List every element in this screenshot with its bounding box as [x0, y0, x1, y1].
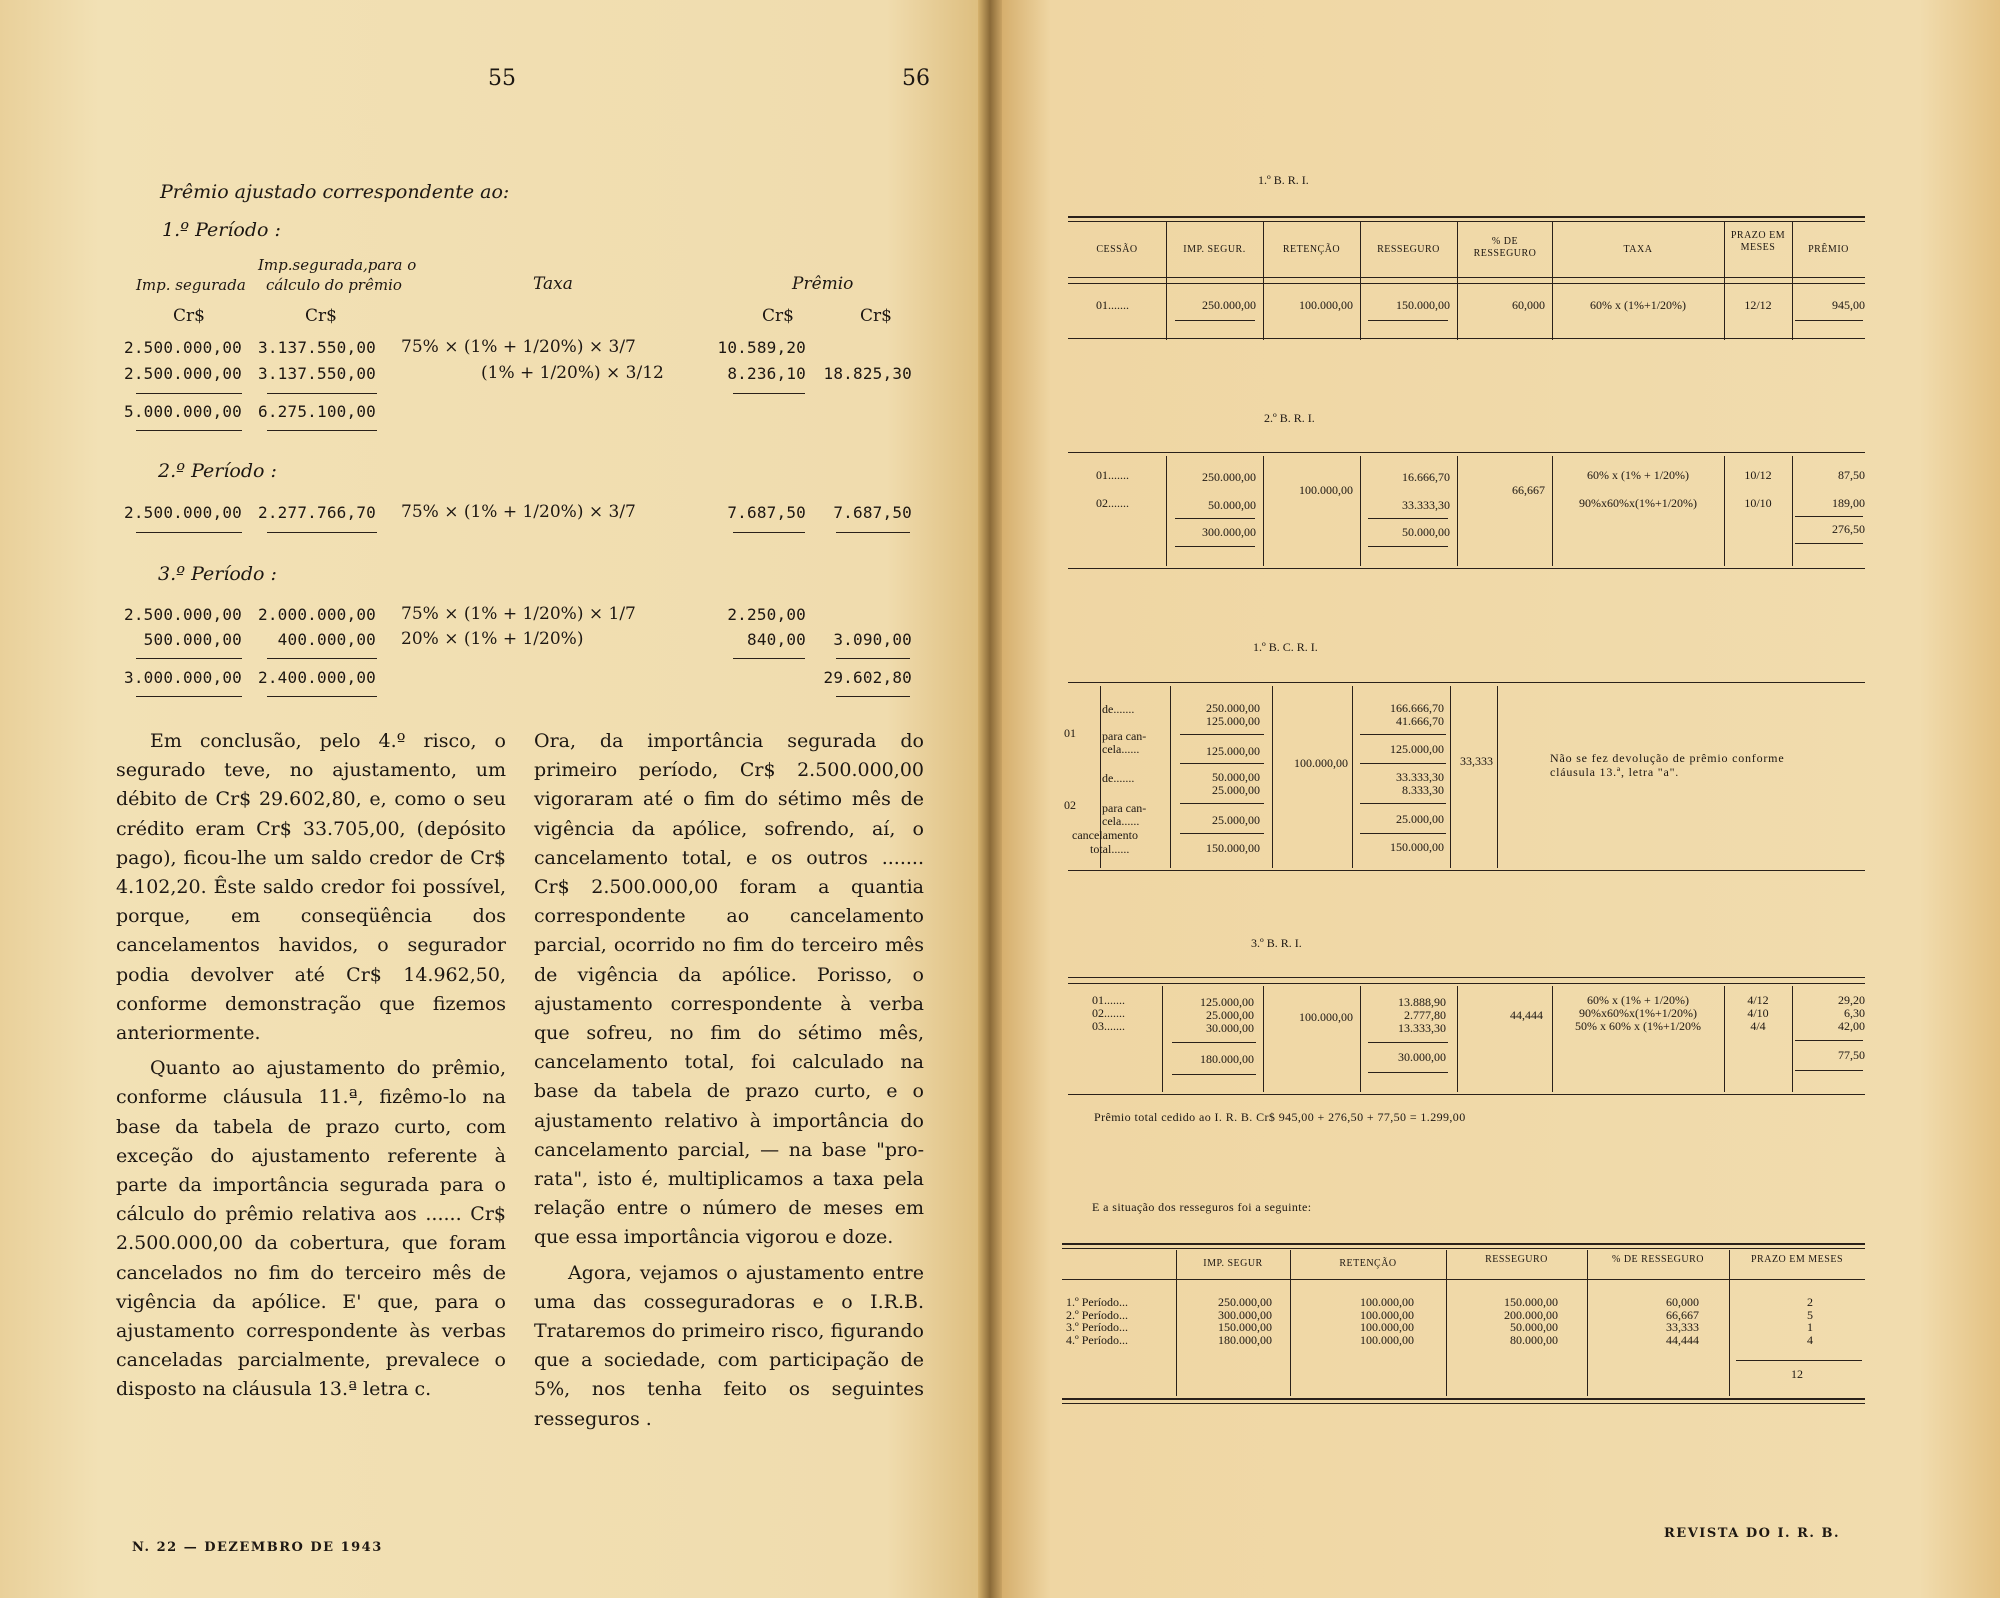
t3-label: de....... — [1102, 702, 1135, 716]
p3-val-2: 840,00 — [747, 630, 806, 649]
footer-revista: REVISTA DO I. R. B. — [1664, 1526, 1840, 1541]
t2-imp-1: 250.000,00 — [1202, 470, 1256, 484]
p1-imp-2: 2.500.000,00 — [124, 364, 242, 383]
sum-rule — [1175, 518, 1255, 519]
p1-sum-calc: 6.275.100,00 — [258, 402, 376, 421]
period1-label: 1.º Período : — [162, 219, 281, 241]
t5-cell: 300.000,00 — [1218, 1307, 1272, 1322]
col-header-premio: PRÊMIO — [1808, 244, 1849, 255]
t3-label: cancelamento — [1072, 828, 1138, 842]
t1-premio: 945,00 — [1832, 298, 1865, 312]
t5-cell: 100.000,00 — [1360, 1332, 1414, 1347]
col-rule — [1360, 222, 1361, 340]
t3-cessao-1: 01 — [1064, 726, 1076, 740]
currency-label: Cr$ — [305, 306, 337, 326]
currency-label: Cr$ — [860, 306, 892, 326]
t5-header: IMP. SEGUR — [1203, 1258, 1263, 1269]
t3-pct: 33,333 — [1460, 754, 1493, 768]
t1-prazo: 12/12 — [1744, 298, 1772, 312]
t5-cell: 33,333 — [1666, 1320, 1699, 1334]
sum-rule — [1368, 518, 1448, 519]
table-rule — [1062, 1398, 1865, 1404]
t4-sum-imp: 180.000,00 — [1200, 1052, 1254, 1066]
p2-val: 7.687,50 — [727, 503, 806, 522]
p3-taxa-1: 75% × (1% + 1/20%) × 1/7 — [401, 604, 636, 624]
sum-rule — [1368, 546, 1448, 547]
book-gutter — [978, 0, 1002, 1598]
sum-rule — [1172, 1074, 1256, 1075]
currency-label: Cr$ — [762, 306, 794, 326]
t3-cessao-2: 02 — [1064, 798, 1076, 812]
t4-res: 13.888,90 — [1398, 995, 1446, 1009]
p1-total: 18.825,30 — [823, 364, 912, 383]
t4-prazo: 4/4 — [1750, 1019, 1766, 1033]
period3-label: 3.º Período : — [158, 563, 277, 585]
t1-cessao: 01....... — [1096, 298, 1129, 312]
page-number-right: 56 — [902, 66, 930, 91]
sum-rule — [733, 532, 805, 533]
p3-imp-2: 500.000,00 — [143, 630, 242, 649]
sum-rule — [136, 430, 242, 431]
t2-prazo-1: 10/12 — [1744, 468, 1772, 482]
t5-cell: 250.000,00 — [1218, 1295, 1272, 1309]
t4-imp: 25.000,00 — [1206, 1008, 1254, 1022]
p1-imp-1: 2.500.000,00 — [124, 338, 242, 357]
t3-res: 125.000,00 — [1390, 742, 1444, 756]
col-rule — [1552, 222, 1553, 340]
sum-rule — [1180, 734, 1264, 735]
col-header-taxa: TAXA — [1623, 244, 1653, 255]
t3-label: cela...... — [1102, 814, 1140, 828]
t5-cell: 2 — [1807, 1295, 1813, 1309]
p3-sum-imp: 3.000.000,00 — [124, 668, 242, 687]
paragraph: Ora, da importância segurada do primeiro período, Cr$ 2.500.000,00 vigoraram até o fim do sétimo mês de vigência da apólice, sofrendo, aí, o cancelamento total, e os outros ....... Cr$ 2.500.000,00 foram a quantia correspondente ao cancelamento parcial, ocorrido no fim do terceiro mês de vigência da apólice. Porisso, o ajustamento correspondente à verba que sofreu, no fim do sétimo mês, cancelamento total, foi calculado na base da tabela de prazo curto, e o ajustamento relativo à importância do cancelamento parcial, — na base "pro-rata", isto é, multiplicamos a taxa pela relação entre o número de meses em que essa importância vigorou e doze. — [534, 730, 924, 1249]
sum-rule — [733, 658, 805, 659]
col-rule — [1263, 986, 1264, 1092]
col-header-prazo: PRAZO EM MESES — [1730, 230, 1786, 253]
t5-header: % DE RESSEGURO — [1611, 1254, 1704, 1265]
table-rule — [1068, 277, 1865, 278]
t5-header: PRAZO EM MESES — [1750, 1254, 1843, 1265]
col-rule — [1272, 686, 1273, 868]
t3-imp: 25.000,00 — [1212, 813, 1260, 827]
sum-rule — [733, 393, 805, 394]
t4-imp: 30.000,00 — [1206, 1021, 1254, 1035]
t2-taxa-2: 90%x60%x(1%+1/20%) — [1578, 496, 1698, 510]
t5-cell: 4.º Período... — [1066, 1332, 1129, 1347]
col-header-resseguro: RESSEGURO — [1377, 244, 1440, 255]
table3-title: 1.º B. C. R. I. — [1253, 640, 1318, 654]
t5-cell: 200.000,00 — [1504, 1307, 1558, 1322]
sum-rule — [1795, 543, 1863, 544]
t2-sum-pr: 276,50 — [1832, 522, 1865, 536]
sum-rule — [1180, 763, 1264, 764]
sum-rule — [267, 696, 377, 697]
table-rule — [1068, 870, 1865, 871]
t3-label: para can- — [1102, 729, 1147, 743]
t5-cell: 44,444 — [1666, 1332, 1699, 1347]
t4-prazo: 4/12 — [1747, 993, 1769, 1007]
t5-cell: 66,667 — [1666, 1307, 1699, 1322]
period2-label: 2.º Período : — [158, 460, 277, 482]
paragraph: Em conclusão, pelo 4.º risco, o segurado teve, no ajustamento, um débito de Cr$ 29.602,80, e, como o seu crédito eram Cr$ 33.705,00, (depósito pago), ficou-lhe um saldo credor de Cr$ 4.102,20. Êste saldo credor foi possível, porque, em conseqüência dos cancelamentos havidos, o segurador podia devolver até Cr$ 14.962,50, conforme demonstração que fizemos anteriormente. — [116, 730, 506, 1045]
t2-cessao-2: 02....... — [1096, 496, 1129, 510]
sum-rule — [1368, 1072, 1448, 1073]
p3-imp-1: 2.500.000,00 — [124, 605, 242, 624]
table-rule — [1068, 682, 1865, 683]
t5-header: RETENÇÃO — [1339, 1258, 1397, 1269]
p3-taxa-2: 20% × (1% + 1/20%) — [401, 629, 584, 649]
t3-imp: 25.000,00 — [1212, 783, 1260, 797]
t3-label: para can- — [1102, 801, 1147, 815]
t2-sum-imp: 300.000,00 — [1202, 525, 1256, 539]
col-rule — [1166, 222, 1167, 340]
sum-rule — [1175, 546, 1255, 547]
t5-cell: 1.º Período... — [1066, 1295, 1129, 1309]
p3-sum-calc: 2.400.000,00 — [258, 668, 376, 687]
t3-imp: 50.000,00 — [1212, 770, 1260, 784]
t3-imp: 150.000,00 — [1206, 841, 1260, 855]
t2-pct: 66,667 — [1512, 483, 1545, 497]
t1-pct: 60,000 — [1512, 298, 1545, 312]
t3-res: 33.333,30 — [1396, 770, 1444, 784]
table-rule — [1068, 977, 1865, 978]
p3-calc-1: 2.000.000,00 — [258, 605, 376, 624]
sum-rule — [1360, 833, 1446, 834]
paragraph: Agora, vejamos o ajustamento entre uma das cosseguradoras e o I.R.B. Trataremos do primeiro risco, figurando que a sociedade, com participação de 5%, nos tenha feito os seguintes resseguros . — [534, 1261, 924, 1430]
t2-cessao-1: 01....... — [1096, 468, 1129, 482]
p2-calc: 2.277.766,70 — [258, 503, 376, 522]
t2-sum-res: 50.000,00 — [1402, 525, 1450, 539]
t5-cell: 150.000,00 — [1218, 1320, 1272, 1334]
t3-note: cláusula 13.ª, letra "a". — [1550, 765, 1680, 779]
t2-pr-1: 87,50 — [1838, 468, 1865, 482]
t1-imp: 250.000,00 — [1202, 298, 1256, 312]
t3-label: cela...... — [1102, 742, 1140, 756]
col-header-retencao: RETENÇÃO — [1282, 244, 1341, 255]
t5-cell: 50.000,00 — [1510, 1320, 1558, 1334]
sum-rule — [267, 393, 377, 394]
t5-cell: 5 — [1807, 1307, 1813, 1322]
t4-taxa: 90%x60%x(1%+1/20%) — [1578, 1006, 1698, 1020]
t3-res: 8.333,30 — [1402, 783, 1444, 797]
table-rule — [1068, 983, 1865, 984]
sum-rule — [1368, 320, 1448, 321]
sum-rule — [1172, 1042, 1256, 1043]
sum-rule — [1360, 734, 1446, 735]
col-rule — [1724, 222, 1725, 340]
t2-taxa-1: 60% x (1% + 1/20%) — [1586, 468, 1690, 482]
t5-cell: 100.000,00 — [1360, 1320, 1414, 1334]
sum-rule — [1795, 320, 1863, 321]
t1-ret: 100.000,00 — [1299, 298, 1353, 312]
t3-imp: 125.000,00 — [1206, 744, 1260, 758]
sum-rule — [1360, 803, 1446, 804]
p2-taxa: 75% × (1% + 1/20%) × 3/7 — [401, 502, 636, 522]
t5-cell: 60,000 — [1666, 1295, 1699, 1309]
p1-calc-1: 3.137.550,00 — [258, 338, 376, 357]
t4-prazo: 4/10 — [1747, 1006, 1769, 1020]
col-rule — [1263, 222, 1264, 340]
p1-calc-2: 3.137.550,00 — [258, 364, 376, 383]
col-rule — [1792, 222, 1793, 340]
table4-title: 3.º B. R. I. — [1251, 936, 1302, 950]
t3-imp: 250.000,00 — [1206, 701, 1260, 715]
sum-rule — [136, 393, 242, 394]
sum-rule — [136, 532, 242, 533]
t4-cessao: 03....... — [1092, 1019, 1125, 1033]
col-imp-header: Imp. segurada — [136, 276, 246, 294]
t3-ret: 100.000,00 — [1294, 756, 1348, 770]
t1-taxa: 60% x (1%+1/20%) — [1589, 298, 1687, 312]
sum-rule — [136, 658, 242, 659]
t5-total-prazo: 12 — [1791, 1367, 1803, 1381]
p1-val-1: 10.589,20 — [717, 338, 806, 357]
col-header-cessao: CESSÃO — [1096, 244, 1138, 255]
t4-cessao: 02....... — [1092, 1006, 1125, 1020]
p3-calc-2: 400.000,00 — [277, 630, 376, 649]
sum-rule — [836, 696, 910, 697]
t3-note: Não se fez devolução de prêmio conforme — [1550, 751, 1785, 765]
t2-prazo-2: 10/10 — [1744, 496, 1772, 510]
table-rule — [1068, 338, 1865, 339]
sum-rule — [1360, 763, 1446, 764]
col-rule — [1457, 222, 1458, 340]
t4-pr: 42,00 — [1838, 1019, 1865, 1033]
t2-res-1: 16.666,70 — [1402, 470, 1450, 484]
p2-imp: 2.500.000,00 — [124, 503, 242, 522]
p1-sum-imp: 5.000.000,00 — [124, 402, 242, 421]
table1-title: 1.º B. R. I. — [1258, 173, 1309, 187]
table-rule — [1068, 1094, 1865, 1095]
footer-issue: N. 22 — DEZEMBRO DE 1943 — [132, 1540, 383, 1555]
t4-taxa: 50% x 60% x (1%+1/20% — [1574, 1019, 1702, 1033]
t3-res: 25.000,00 — [1396, 812, 1444, 826]
t5-cell: 2.º Período... — [1066, 1307, 1129, 1322]
text-column-2 — [534, 727, 924, 1434]
paragraph: Quanto ao ajustamento do prêmio, conforme cláusula 11.ª, fizêmo-lo na base da tabela de prazo curto, com exceção do ajustamento referente à parte da importância segurada para o cálculo do prêmio relativa aos ...... Cr$ 2.500.000,00 da cobertura, que foram cancelados no fim do terceiro mês de vigência da apólice. E' que, para o ajustamento correspondente às verbas canceladas parcialmente, prevalece o disposto na cláusula 13.ª letra c. — [116, 1057, 506, 1401]
table2-title: 2.º B. R. I. — [1264, 411, 1315, 425]
text-column-1 — [116, 727, 506, 1405]
situation-line: E a situação dos resseguros foi a seguinte: — [1092, 1200, 1312, 1214]
t5-cell: 180.000,00 — [1218, 1332, 1272, 1347]
t5-cell: 100.000,00 — [1360, 1307, 1414, 1322]
p1-taxa-2: (1% + 1/20%) × 3/12 — [481, 363, 664, 383]
p3-val-1: 2.250,00 — [727, 605, 806, 624]
t4-taxa: 60% x (1% + 1/20%) — [1586, 993, 1690, 1007]
t2-imp-2: 50.000,00 — [1208, 498, 1256, 512]
t3-imp: 125.000,00 — [1206, 714, 1260, 728]
sum-rule — [836, 658, 910, 659]
t5-cell: 3.º Período... — [1066, 1320, 1129, 1334]
col-rule — [1457, 986, 1458, 1092]
table-rule — [1068, 283, 1865, 284]
t4-imp: 125.000,00 — [1200, 995, 1254, 1009]
t2-res-2: 33.333,30 — [1402, 498, 1450, 512]
total-premium-line: Prêmio total cedido ao I. R. B. Cr$ 945,00 + 276,50 + 77,50 = 1.299,00 — [1094, 1110, 1466, 1124]
sum-rule — [1180, 833, 1264, 834]
table-rule — [1062, 1279, 1865, 1280]
col-header-pct: % DE RESSEGURO — [1473, 236, 1537, 259]
t4-pr: 29,20 — [1838, 993, 1865, 1007]
t1-res: 150.000,00 — [1396, 298, 1450, 312]
t4-res: 2.777,80 — [1404, 1008, 1446, 1022]
sum-rule — [1175, 320, 1255, 321]
table-rule — [1068, 216, 1865, 222]
p1-val-2: 8.236,10 — [727, 364, 806, 383]
t5-cell: 1 — [1807, 1320, 1813, 1334]
sum-rule — [1795, 1070, 1863, 1071]
col-header-imp: IMP. SEGUR. — [1183, 244, 1246, 255]
t5-cell: 100.000,00 — [1360, 1295, 1414, 1309]
t5-cell: 80.000,00 — [1510, 1332, 1558, 1347]
p2-total: 7.687,50 — [833, 503, 912, 522]
table-rule — [1062, 1243, 1865, 1249]
premio-heading: Prêmio ajustado correspondente ao: — [160, 181, 510, 203]
sum-rule — [267, 430, 377, 431]
t4-sum-res: 30.000,00 — [1398, 1050, 1446, 1064]
currency-label: Cr$ — [173, 306, 205, 326]
col-rule — [1497, 686, 1498, 868]
t3-res: 150.000,00 — [1390, 840, 1444, 854]
t4-ret: 100.000,00 — [1299, 1010, 1353, 1024]
sum-rule — [267, 532, 377, 533]
t5-cell: 4 — [1807, 1332, 1813, 1347]
table-rule — [1068, 452, 1865, 453]
t4-pct: 44,444 — [1510, 1008, 1543, 1022]
t4-res: 13.333,30 — [1398, 1021, 1446, 1035]
col-rule — [1457, 456, 1458, 566]
t3-label: total...... — [1090, 842, 1130, 856]
t2-pr-2: 189,00 — [1832, 496, 1865, 510]
t5-cell: 150.000,00 — [1504, 1295, 1558, 1309]
p1-taxa-1: 75% × (1% + 1/20%) × 3/7 — [401, 337, 636, 357]
sum-rule — [1736, 1360, 1862, 1361]
t4-sum-pr: 77,50 — [1838, 1048, 1865, 1062]
sum-rule — [136, 696, 242, 697]
sum-rule — [836, 532, 910, 533]
p3-total: 3.090,00 — [833, 630, 912, 649]
t4-pr: 6,30 — [1844, 1006, 1865, 1020]
col-calc-header-1: Imp.segurada,para o — [258, 256, 417, 274]
col-premio-header: Prêmio — [792, 274, 854, 294]
t3-label: de....... — [1102, 771, 1135, 785]
sum-rule — [1368, 1042, 1448, 1043]
col-rule — [1263, 456, 1264, 566]
t4-cessao: 01....... — [1092, 993, 1125, 1007]
col-rule — [1450, 686, 1451, 868]
t3-res: 41.666,70 — [1396, 714, 1444, 728]
table-rule — [1068, 568, 1865, 569]
sum-rule — [1795, 1040, 1863, 1041]
sum-rule — [1795, 516, 1863, 517]
col-calc-header-2: cálculo do prêmio — [266, 276, 402, 294]
sum-rule — [267, 658, 377, 659]
sum-rule — [1180, 803, 1264, 804]
page-number-left: 55 — [488, 66, 516, 91]
t2-ret: 100.000,00 — [1299, 483, 1353, 497]
t5-header: RESSEGURO — [1485, 1254, 1548, 1265]
col-taxa-header: Taxa — [533, 274, 573, 294]
t3-res: 166.666,70 — [1390, 701, 1444, 715]
grand-total: 29.602,80 — [823, 668, 912, 687]
